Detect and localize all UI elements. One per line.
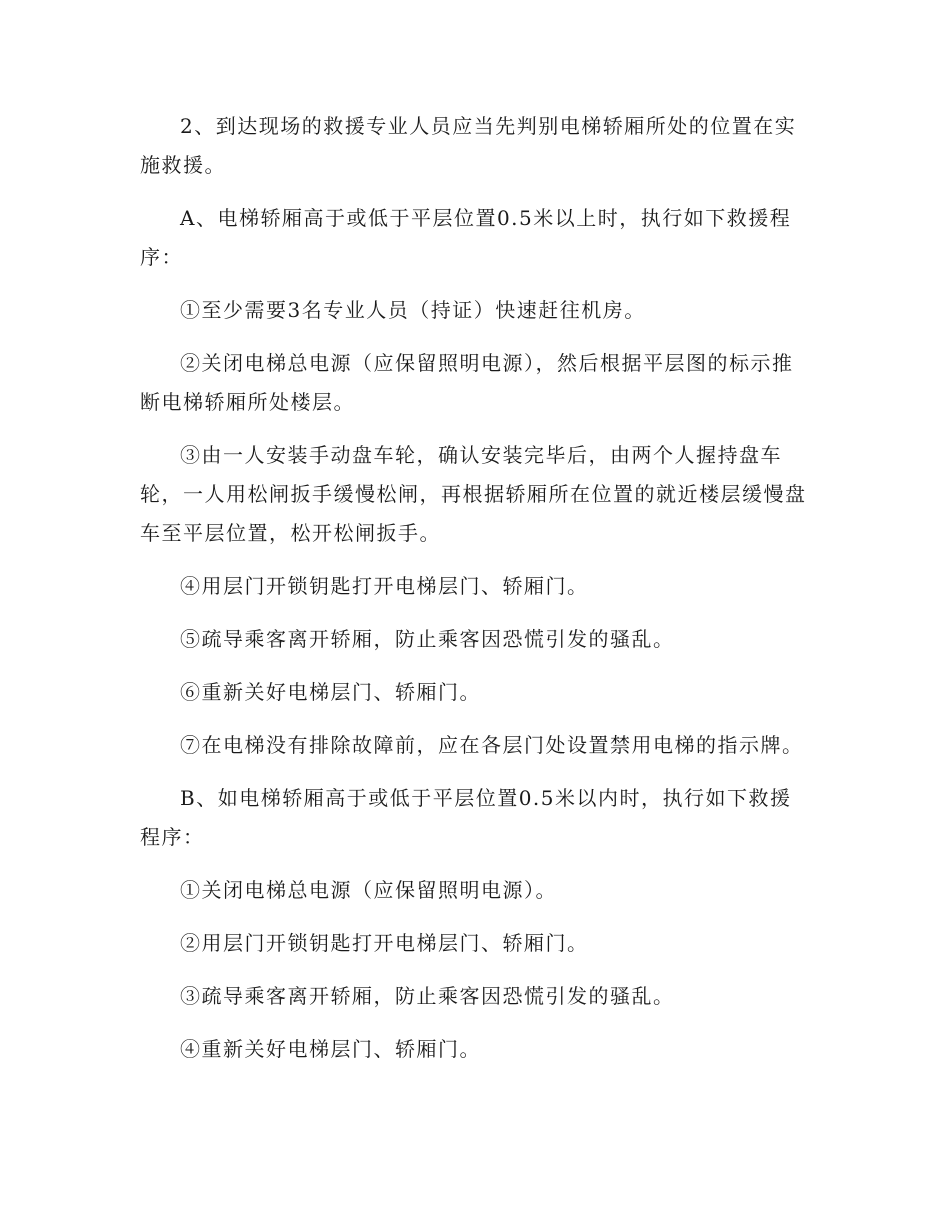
paragraph-b-step-3: ③疏导乘客离开轿厢，防止乘客因恐慌引发的骚乱。 — [180, 984, 675, 1008]
paragraph-a-step-6: ⑥重新关好电梯层门、轿厢门。 — [180, 680, 481, 704]
paragraph-b-step-2: ②用层门开锁钥匙打开电梯层门、轿厢门。 — [180, 931, 589, 955]
paragraph-a-step-5: ⑤疏导乘客离开轿厢，防止乘客因恐慌引发的骚乱。 — [180, 627, 675, 651]
paragraph-case-b: B、如电梯轿厢高于或低于平层位置0.5米以内时，执行如下救援程序： — [140, 786, 792, 849]
paragraph-b-step-1: ①关闭电梯总电源（应保留照明电源）。 — [180, 878, 557, 902]
paragraph-a-step-2: ②关闭电梯总电源（应保留照明电源），然后根据平层图的标示推断电梯轿厢所处楼层。 — [140, 351, 794, 414]
paragraph-step-2: 2、到达现场的救援专业人员应当先判别电梯轿厢所处的位置在实施救援。 — [140, 114, 797, 177]
paragraph-a-step-4: ④用层门开锁钥匙打开电梯层门、轿厢门。 — [180, 574, 589, 598]
paragraph-a-step-1: ①至少需要3名专业人员（持证）快速赶往机房。 — [180, 298, 646, 322]
document-body — [140, 107, 812, 1083]
paragraph-a-step-3: ③由一人安装手动盘车轮，确认安装完毕后，由两个人握持盘车轮，一人用松闸扳手缓慢松闸，再根据轿厢所在位置的就近楼层缓慢盘车至平层位置，松开松闸扳手。 — [140, 443, 807, 545]
paragraph-b-step-4: ④重新关好电梯层门、轿厢门。 — [180, 1037, 481, 1061]
paragraph-a-step-7: ⑦在电梯没有排除故障前，应在各层门处设置禁用电梯的指示牌。 — [180, 733, 804, 757]
paragraph-case-a: A、电梯轿厢高于或低于平层位置0.5米以上时，执行如下救援程序： — [140, 206, 792, 269]
